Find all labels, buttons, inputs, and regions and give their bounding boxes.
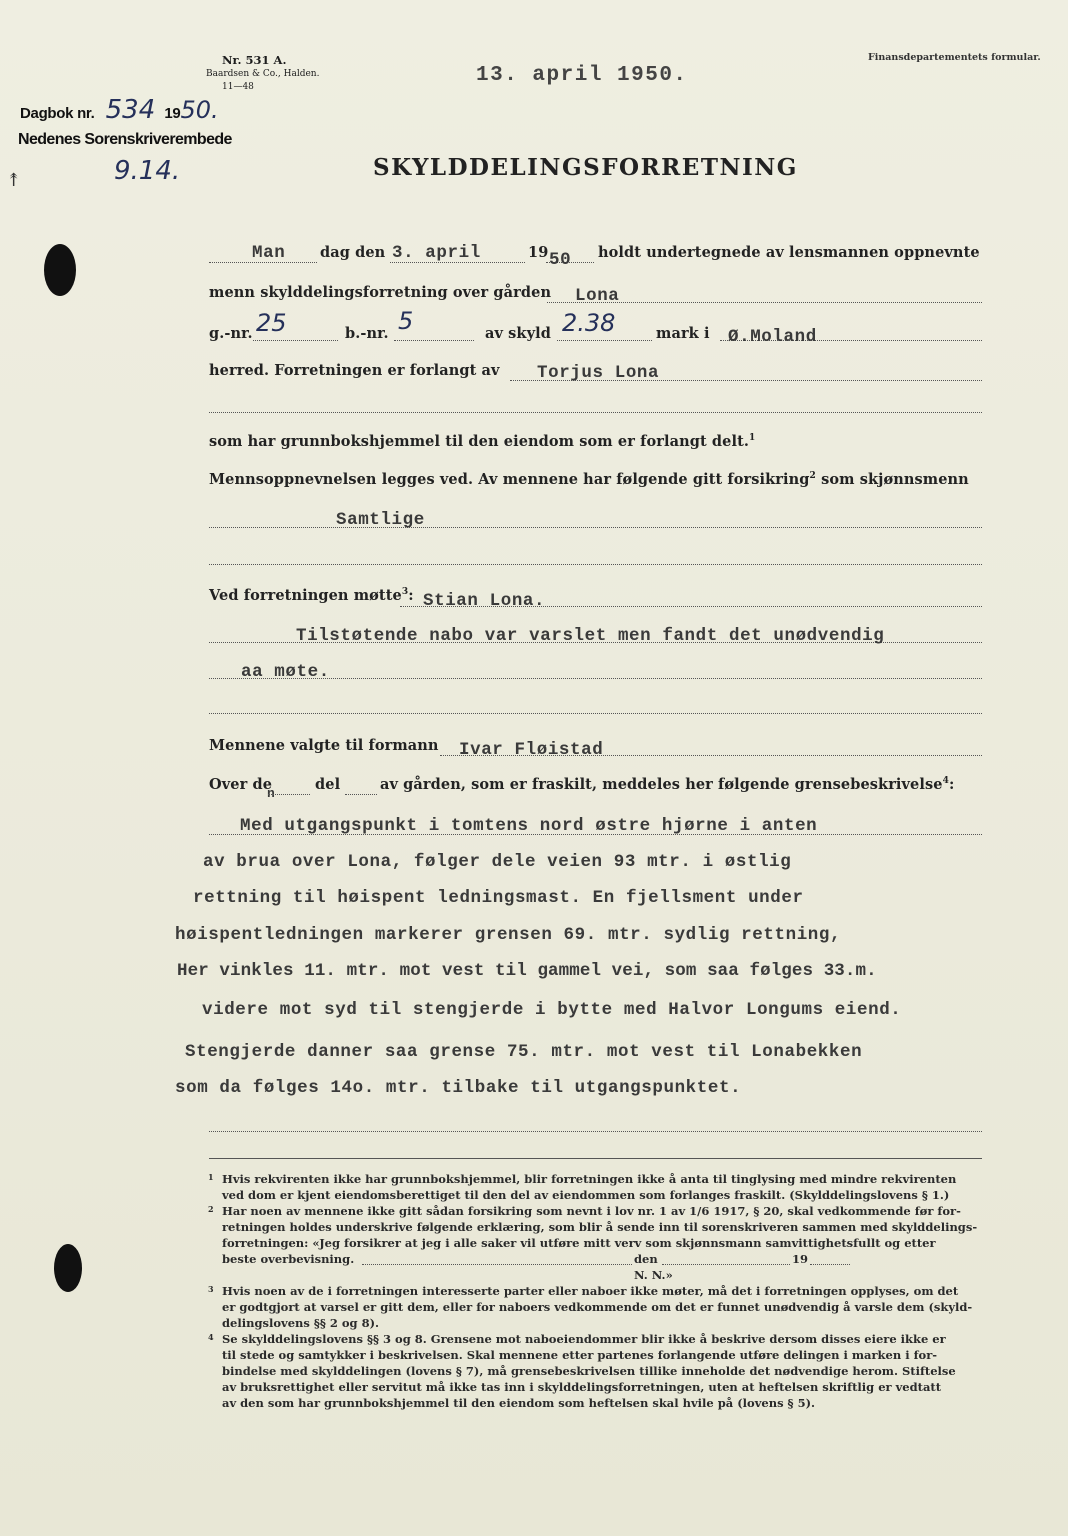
- dagbok-label: Dagbok nr.: [20, 105, 95, 122]
- footnote-2-den: den: [634, 1252, 658, 1266]
- page-title: SKYLDDELINGSFORRETNING: [373, 154, 798, 181]
- footnote-ref-1: 1: [749, 433, 756, 444]
- footnote-1-line: Hvis rekvirenten ikke har grunnbokshjemmel, blir forretningen ikke å anta til tinglysing med mindre rekvirenten: [222, 1172, 957, 1186]
- typed-date: 13. april 1950.: [476, 64, 688, 87]
- footnote-ref-4: 4: [942, 776, 949, 787]
- footnote-ref-2: 2: [809, 471, 816, 482]
- arrow-mark-icon: ↟: [6, 170, 22, 191]
- punch-hole-icon: [44, 244, 76, 296]
- insured-value: Samtlige: [336, 510, 425, 530]
- footnote-4-line: av bruksrettighet eller servitut må ikke tas inn i skylddelingsforretningen, uten at heftelsen skriftlig er vedtatt: [222, 1380, 942, 1394]
- boundary-line: høispentledningen markerer grensen 69. mtr. sydlig rettning,: [175, 925, 842, 945]
- boundary-line: Med utgangspunkt i tomtens nord østre hjørne i anten: [240, 816, 818, 836]
- del-label: del: [315, 776, 341, 793]
- over-label: Over de: [209, 776, 273, 793]
- requester-value: Torjus Lona: [537, 363, 660, 383]
- farm-value: Lona: [575, 286, 620, 306]
- footnote-3-line: delingslovens §§ 2 og 8).: [222, 1316, 380, 1330]
- boundary-line: rettning til høispent ledningsmast. En fjellsment under: [193, 888, 804, 908]
- attendee-note-1: Tilstøtende nabo var varslet men fandt det unødvendig: [296, 626, 885, 646]
- boundary-line: videre mot syd til stengjerde i bytte med Halvor Longums eiend.: [202, 1000, 902, 1020]
- gnr-value: 25: [256, 309, 287, 337]
- boundary-line: av brua over Lona, følger dele veien 93 mtr. i østlig: [203, 852, 792, 872]
- dagbok-number: 534: [105, 95, 156, 125]
- motte-label: Ved forretningen møtte$^3$:: [209, 587, 414, 604]
- municipality-value: Ø.Moland: [728, 327, 817, 347]
- footnote-ref-3: 3: [401, 587, 409, 598]
- dagbok-year: 50.: [180, 96, 219, 124]
- dag-den-label: dag den: [320, 244, 386, 261]
- footnote-4-line: av den som har grunnbokshjemmel til den eiendom som heftelsen skal hvile på (lovens § 5).: [222, 1396, 816, 1410]
- footnote-2-line: forretningen: «Jeg forsikrer at jeg i alle saker vil utføre mitt verv som skjønnsmann samvittighetsfullt og etter: [222, 1236, 936, 1250]
- boundary-line: Stengjerde danner saa grense 75. mtr. mot vest til Lonabekken: [185, 1042, 863, 1062]
- dagbok-stamp: [20, 95, 219, 125]
- dagbok-year-prefix: 19: [164, 105, 181, 122]
- footnote-2-line: beste overbevisning.: [222, 1252, 355, 1266]
- mark-label: mark i: [656, 325, 710, 342]
- herred-text: herred. Forretningen er forlangt av: [209, 362, 500, 379]
- boundary-line: Her vinkles 11. mtr. mot vest til gammel vei, som saa følges 33.m.: [177, 961, 877, 981]
- gaarden-text: av gården, som er fraskilt, meddeles her følgende grensebeskrivelse$^4$:: [380, 776, 955, 793]
- skyld-value: 2.38: [562, 309, 616, 337]
- footnote-3-line: er godtgjort at varsel er gitt dem, eller for naboers vedkommende om det er funnet unødvendig å varsle dem (skyld-: [222, 1300, 973, 1314]
- year-prefix: 19: [528, 244, 549, 261]
- footnote-number: 1: [208, 1172, 214, 1182]
- gnr-label: g.-nr.: [209, 325, 253, 342]
- attendee-value: Stian Lona.: [423, 591, 546, 611]
- formann-label: Mennene valgte til formann: [209, 737, 439, 754]
- footnote-number: 4: [208, 1332, 214, 1342]
- over-fill: n: [267, 786, 276, 801]
- day-value: Man: [252, 243, 286, 263]
- printer-name: Baardsen & Co., Halden.: [206, 69, 320, 79]
- footnote-divider: [209, 1158, 982, 1159]
- footnote-4-line: bindelse med skylddelingen (lovens § 7), må grensebeskrivelsen tillike inneholde det nødvendige herom. Stiftelse: [222, 1364, 956, 1378]
- hand-reference: 9.14.: [114, 156, 181, 186]
- footnote-1-line: ved dom er kjent eiendomsberettiget til den del av eiendommen som forlanges fraskilt. (Skylddelingslovens § 1.): [222, 1188, 950, 1202]
- men-text: menn skylddelingsforretning over gården: [209, 284, 552, 301]
- date-value: 3. april: [392, 243, 481, 263]
- footnote-4-line: Se skylddelingslovens §§ 3 og 8. Grensene mot naboeiendommer blir ikke å beskrive dersom disses eiere ikke er: [222, 1332, 946, 1346]
- print-code: 11—48: [222, 82, 254, 92]
- attendee-note-2: aa møte.: [241, 662, 330, 682]
- boundary-line: som da følges 14o. mtr. tilbake til utgangspunktet.: [175, 1078, 742, 1098]
- formann-value: Ivar Fløistad: [459, 740, 604, 760]
- bnr-label: b.-nr.: [345, 325, 389, 342]
- footnote-3-line: Hvis noen av de i forretningen interesserte parter eller naboer ikke møter, må det i forretningen opplyses, om det: [222, 1284, 959, 1298]
- skyld-label: av skyld: [485, 325, 551, 342]
- footnote-2-line: retningen holdes underskrive følgende erklæring, som blir å sende inn til sorenskriveren sammen med skylddelings-: [222, 1220, 978, 1234]
- footnote-number: 2: [208, 1204, 214, 1214]
- grunnbok-text: som har grunnbokshjemmel til den eiendom som er forlangt delt.$^1$: [209, 433, 756, 450]
- footnote-number: 3: [208, 1284, 214, 1294]
- footnote-2-line: N. N.»: [634, 1268, 673, 1282]
- office-stamp: Nedenes Sorenskriverembede: [18, 131, 232, 148]
- ministry-form: Finansdepartementets formular.: [868, 52, 1041, 63]
- form-number: Nr. 531 A.: [222, 53, 287, 67]
- punch-hole-icon: [54, 1244, 82, 1292]
- year-value: 50: [549, 250, 572, 270]
- held-text: holdt undertegnede av lensmannen oppnevnte: [598, 244, 980, 261]
- footnote-2-line: Har noen av mennene ikke gitt sådan forsikring som nevnt i lov nr. 1 av 1/6 1917, § 20, skal vedkommende før for-: [222, 1204, 961, 1218]
- menns-text: Mennsoppnevnelsen legges ved. Av mennene har følgende gitt forsikring$^2$ som skjønnsmenn: [209, 471, 969, 488]
- footnote-4-line: til stede og samtykker i beskrivelsen. Skal mennene etter partenes forlangende utføre delingen i marken i for-: [222, 1348, 938, 1362]
- footnote-2-year: 19: [792, 1252, 809, 1266]
- bnr-value: 5: [398, 307, 414, 335]
